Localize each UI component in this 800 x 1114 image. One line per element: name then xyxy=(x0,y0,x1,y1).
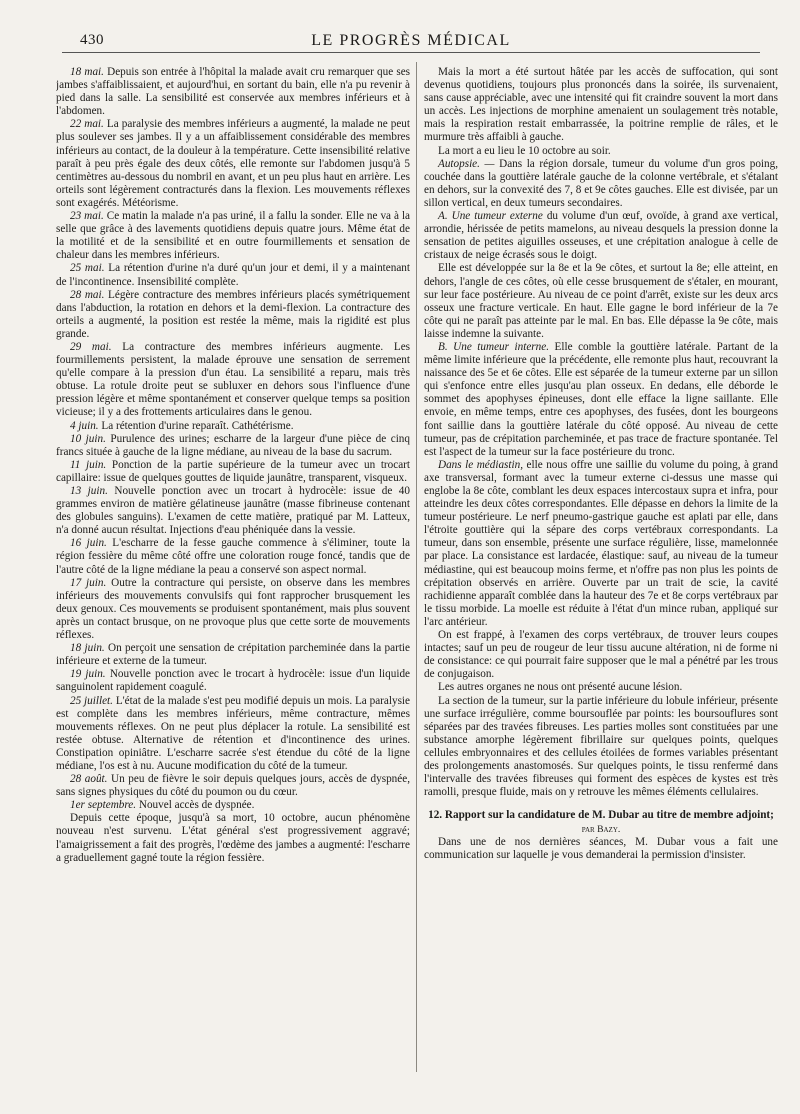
entry-date: 13 juin. xyxy=(70,485,108,497)
right-column xyxy=(424,66,778,1076)
section-heading xyxy=(424,809,778,836)
page-number: 430 xyxy=(80,32,104,48)
entry-date: 18 mai. xyxy=(70,66,104,78)
paragraph xyxy=(424,629,778,681)
entry-date: 25 mai. xyxy=(70,262,105,275)
entry-date: 28 mai. xyxy=(70,288,105,301)
right-column-paragraphs xyxy=(424,66,778,799)
paragraph-text: Nouvelle ponction avec un trocart à hydrocèle: issue de 40 grammes environ de matière gélatineuse jaunâtre (masse fibrineuse contenant des globules sanguins). L'examen de cette matière, pratiqué par M. Latteux, n'a donné aucun résultat. Injections d'eau phéniquée dans la vessie. xyxy=(56,485,410,537)
entry-date: 29 mai. xyxy=(70,340,112,353)
paragraph-text: On perçoit une sensation de crépitation parcheminée dans la partie inférieure et externe de la tumeur. xyxy=(56,642,410,668)
paragraph xyxy=(56,537,410,576)
left-column xyxy=(56,66,410,1076)
paragraph-text: La rétention d'urine reparaît. Cathétérisme. xyxy=(101,419,294,432)
paragraph xyxy=(56,341,410,420)
paragraph xyxy=(424,158,778,210)
paragraph xyxy=(424,341,778,459)
entry-date: 10 juin. xyxy=(70,432,106,445)
entry-date: 28 août. xyxy=(70,773,108,786)
entry-date: 19 juin. xyxy=(70,668,106,681)
paragraph-lead: Dans le médiastin, xyxy=(438,458,524,471)
paragraph-text: La mort a eu lieu le 10 octobre au soir. xyxy=(438,144,611,157)
paragraph xyxy=(56,695,410,774)
entry-date: 22 mai. xyxy=(70,118,104,131)
entry-date: 1er septembre. xyxy=(70,799,137,812)
paragraph-text: Purulence des urines; escharre de la largeur d'une pièce de cinq francs située à gauche de la ligne médiane, au niveau de la base du sacrum. xyxy=(56,432,410,458)
paragraph-lead: Autopsie. — xyxy=(438,157,495,170)
paragraph-text: Outre la contracture qui persiste, on observe dans les membres inférieurs des mouvements convulsifs qui font rapprocher brusquement les deux genoux. Ces mouvements se produisent spontanément, mais plus souvent après un contact brusque, on ne provoque plus que cette sorte de mouvements réflexes. xyxy=(56,576,410,642)
paragraph xyxy=(56,66,410,118)
paragraph-text: elle nous offre une saillie du volume du poing, à grand axe transversal, formant avec la tumeur externe ci-dessus une masse qui englobe la 8e côte, comblant les deux espaces intercostaux supra et infra, pour atteindre les deux côtes correspondantes. Elle dépasse en dehors la limite de la tumeur postérieure. Le nerf pneumo-gastrique gauche est aplati par elle, dans l'étroite gouttière qui la sépare des corps vertébraux correspondants. La tumeur, dans son ensemble, présente une surface régulière, lisse, mamelonnée par place. La consistance est lardacée, élastique: sauf, au niveau de la tumeur médiastine, qui est beaucoup moins ferme, et n'offre pas non plus les points de crépitation observés en arrière. Ouverte par un trait de scie, la cavité rachidienne apparaît comblée dans la hauteur des 7e et 8e corps vertébraux par le tissu morbide. La moelle est réduite à l'état d'un mince ruban, appliqué sur l'arc antérieur. xyxy=(424,458,778,628)
paragraph-text: Ce matin la malade n'a pas uriné, il a fallu la sonder. Elle ne va à la selle que grâce à des lavements quotidiens depuis quatre jours. Même état de la motilité et de la sensibilité et en outre fourmillements et sensation de chaleur dans les membres inférieurs. xyxy=(56,210,410,262)
paragraph-text: Depuis cette époque, jusqu'à sa mort, 10 octobre, aucun phénomène nouveau n'est survenu. L'état général s'est progressivement aggravé; l'amaigrissement a fait des progrès, l'œdème des jambes a augmenté: l'escharre a graduellement gagné toute la région fessière. xyxy=(56,812,410,864)
paragraph xyxy=(424,145,778,158)
paragraph-text: La contracture des membres inférieurs augmente. Les fourmillements persistent, la malade éprouve une sensation de serrement qu'elle compare à la pression d'un étau. La sensibilité a reparu, mais très obtuse. La rotule droite peut se subluxer en dehors sous l'influence d'une pression légère et même spontanément et conserver quelque temps sa position vicieuse; il y a des frottements articulaires dans le genou. xyxy=(56,340,410,419)
paragraph-text: La paralysie des membres inférieurs a augmenté, la malade ne peut plus soulever ses jambes. Il y a un affaiblissement considérable des membres inférieurs au contact, de la douleur à la température. Cette insensibilité relative paraît à peu près égale des deux côtés, elle remonte sur l'abdomen jusqu'à 5 centimètres au-dessous du nombril en avant, et un peu plus haut en arrière. Les orteils sont légèrement contracturés dans la flexion. Les mouvements réflexes sont exagérés. Météorisme. xyxy=(56,118,410,209)
journal-title: LE PROGRÈS MÉDICAL xyxy=(311,32,511,49)
section-author: par Bazy. xyxy=(581,823,621,835)
paragraph-text: Légère contracture des membres inférieurs placés symétriquement dans l'abduction, la rotation en dehors et la demi-flexion. La contracture des orteils a augmenté, la position est restée la même, mais la rigidité est plus grande. xyxy=(56,288,410,340)
paragraph-text: du volume d'un œuf, ovoïde, à grand axe vertical, arrondie, hérissée de petits mamelons, au niveau desquels la pression donne la sensation de petites aiguilles osseuses, et une crépitation analogue à celle de cristaux de neige écrasés sous le doigt. xyxy=(424,210,778,262)
entry-date: 18 juin. xyxy=(70,642,105,655)
paragraph-text: Depuis son entrée à l'hôpital la malade avait cru remarquer que ses jambes s'affaiblissaient, et aujourd'hui, en sortant du bain, elle n'a pu revenir à pied dans la salle. La sensibilité est conservée aux membres inférieurs et à l'abdomen. xyxy=(56,66,410,118)
entry-date: 16 juin. xyxy=(70,537,107,550)
paragraph-text: L'état de la malade s'est peu modifié depuis un mois. La paralysie est complète dans les membres inférieurs, même contracture, mêmes mouvements réflexes. On ne peut plus déplacer la rotule. La sensibilité est restée obtuse. Alternative de rétention et d'incontinence des urines. Constipation opiniâtre. L'escharre sacrée s'est étendue du côté de la ligne médiane, l'os est à nu. Aucune modification du côté de la tumeur. xyxy=(56,694,410,772)
paragraph xyxy=(56,420,410,433)
paragraph-text: Elle comble la gouttière latérale. Partant de la même limite inférieure que la précédente, elle remonte plus haut, recouvrant la naissance des 5e et 6e côtes. Elle est séparée de la tumeur externe par un sillon qui s'enfonce entre elles jusqu'au plan osseux. En dedans, elle déborde le sommet des apophyses épineuses, dont elle efface la ligne saillante. Elle envoie, en même temps, entre ces apophyses, des fusées, dont les bourgeons font saillie dans la gouttière latérale du côté opposé. Au niveau de cette tumeur, pas de crépitation parcheminée, et pas trace de fracture spontanée. Tel est l'aspect de la tumeur sur la face postérieure du tronc. xyxy=(424,340,778,458)
entry-date: 17 juin. xyxy=(70,576,107,589)
paragraph xyxy=(56,289,410,341)
paragraph-lead: B. Une tumeur interne. xyxy=(438,340,550,353)
paragraph-text: L'escharre de la fesse gauche commence à s'éliminer, toute la région fessière du même côté offre une coloration rouge foncé, tandis que de l'autre côté de la ligne médiane la peau a conservé son aspect normal. xyxy=(56,537,410,576)
paragraph-lead: A. Une tumeur externe xyxy=(438,210,543,223)
paragraph xyxy=(56,459,410,485)
paragraph xyxy=(56,577,410,642)
paragraph xyxy=(56,668,410,694)
column-divider xyxy=(416,62,417,1072)
paragraph-text: Les autres organes ne nous ont présenté aucune lésion. xyxy=(438,681,683,694)
paragraph-text: Un peu de fièvre le soir depuis quelques jours, accès de dyspnée, sans signes physiques du côté du poumon ou du cœur. xyxy=(56,773,410,799)
paragraph xyxy=(424,210,778,262)
paragraph-text: Ponction de la partie supérieure de la tumeur avec un trocart capillaire: issue de quelques gouttes de liquide jaunâtre, transparent, visqueux. xyxy=(56,458,410,484)
paragraph xyxy=(56,485,410,537)
paragraph-text: Dans la région dorsale, tumeur du volume d'un gros poing, couchée dans la gouttière latérale gauche de la colonne vertébrale, et s'étalant en dehors, sur la convexité des 7, 8 et 9e côtes gauches. Elle est divisée, par un sillon vertical, en deux tumeurs secondaires. xyxy=(424,157,778,209)
paragraph xyxy=(424,681,778,694)
paragraph xyxy=(424,262,778,341)
paragraph xyxy=(424,459,778,629)
entry-date: 4 juin. xyxy=(70,419,99,432)
entry-date: 11 juin. xyxy=(70,458,107,471)
section-paragraph: Dans une de nos dernières séances, M. Dubar vous a fait une communication sur laquelle je vous demanderai la permission d'insister. xyxy=(424,836,778,862)
paragraph-text: La section de la tumeur, sur la partie inférieure du lobule inférieur, présente une surface irrégulière, comme boursouflée par points: les boursouflures sont séparées par des travées fibreuses. Les parties molles sont constituées par une substance amorphe légèrement fibrillaire sur quelques points, quelques cellules embryonnaires et des cellules étoilées de formes variables présentant des prolongements anastomosés. Sur quelques points, le tissu renfermé dans l'intervalle des travées fibreuses qui forment des espèces de kystes est très ramolli, presque fluide, mais on y retrouve les mêmes éléments cellulaires. xyxy=(424,694,778,799)
paragraph xyxy=(56,433,410,459)
paragraph-text: La rétention d'urine n'a duré qu'un jour et demi, il y a maintenant de l'incontinence. Insensibilité complète. xyxy=(56,262,410,288)
paragraph-text: Nouvelle ponction avec le trocart à hydrocèle: issue d'un liquide sanguinolent rapidement coagulé. xyxy=(56,668,410,694)
paragraph-text: Mais la mort a été surtout hâtée par les accès de suffocation, qui sont devenus quotidiens, toujours plus prononcés dans la soirée, ils survenaient, sans cause appréciable, avec une intensité qui fit craindre souvent la mort dans un accès. Les injections de morphine amenaient un soulagement très notable, mais la respiration restait embarrassée, la poitrine remplie de râles, et le murmure très affaibli à gauche. xyxy=(424,66,778,144)
paragraph xyxy=(56,812,410,864)
paragraph xyxy=(56,118,410,210)
entry-date: 25 juillet. xyxy=(70,694,113,707)
paragraph xyxy=(56,773,410,799)
entry-date: 23 mai. xyxy=(70,210,104,223)
paragraph xyxy=(56,262,410,288)
paragraph xyxy=(424,66,778,145)
paragraph xyxy=(56,799,410,812)
page-header xyxy=(62,30,760,53)
paragraph-text: Nouvel accès de dyspnée. xyxy=(138,799,255,812)
paragraph-text: Elle est développée sur la 8e et la 9e côtes, et surtout la 8e; elle atteint, en dehors, l'angle de ces côtes, où elle cesse brusquement de s'étaler, en mourant, sur leur face postérieure. Au niveau de ce point d'arrêt, existe sur les deux arcs osseux une fracture verticale. En haut. Elle gagne le bord inférieur de la 7e côte qui ne paraît pas atteinte par le mal. En bas. Elle dépasse la 9e côte, mais laisse indemne la suivante. xyxy=(424,262,778,340)
paragraph xyxy=(424,695,778,800)
paragraph xyxy=(56,210,410,262)
paragraph-text: On est frappé, à l'examen des corps vertébraux, de trouver leurs coupes intactes; sauf un peu de rougeur de leur tissu aucune altération, ni de forme ni de consistance: ce qui pourrait faire supposer que le mal a pénétré par les trous de conjugaison. xyxy=(424,629,778,681)
section-title: 12. Rapport sur la candidature de M. Dubar au titre de membre adjoint; xyxy=(428,809,774,822)
paragraph xyxy=(56,642,410,668)
